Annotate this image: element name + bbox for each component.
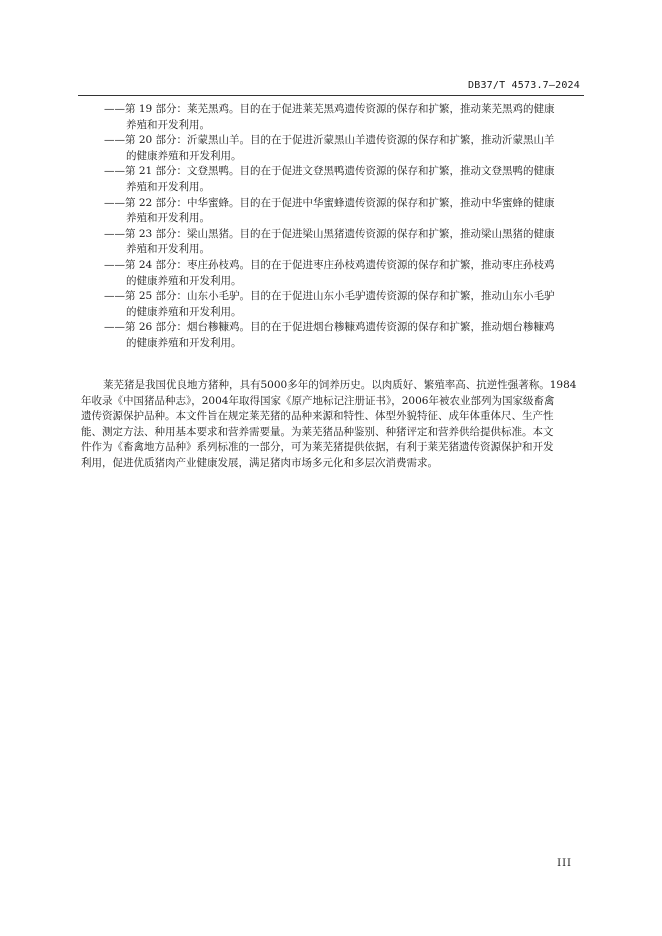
parts-list: [104, 102, 582, 352]
part-item-text: ——第 26 部分：烟台糁糠鸡。目的在于促进烟台糁糠鸡遗传资源的保存和扩繁，推动烟台糁糠鸡: [104, 321, 555, 334]
part-item-22: [104, 196, 582, 227]
part-item-continuation: 的健康养殖和开发利用。: [126, 305, 242, 318]
part-item-20: [104, 133, 582, 164]
part-item-19: [104, 102, 582, 133]
part-item-26: [104, 320, 582, 351]
header-rule: [78, 95, 584, 96]
intro-line: 年收录《中国猪品种志》，2004年取得国家《原产地标记注册证书》，2006年被农业部列为国家级畜禽: [81, 394, 555, 407]
part-item-21: [104, 164, 582, 195]
part-item-25: [104, 289, 582, 320]
part-item-continuation: 的健康养殖和开发利用。: [126, 336, 242, 349]
part-item-text: ——第 23 部分：梁山黑猪。目的在于促进梁山黑猪遗传资源的保存和扩繁，推动梁山黑猪的健康: [104, 227, 555, 240]
part-item-continuation: 的健康养殖和开发利用。: [126, 274, 242, 287]
part-item-continuation: 的健康养殖和开发利用。: [126, 149, 242, 162]
intro-line: 莱芜猪是我国优良地方猪种，具有5000多年的饲养历史。以肉质好、繁殖率高、抗逆性强著称。1984: [103, 379, 577, 391]
part-item-text: ——第 25 部分：山东小毛驴。目的在于促进山东小毛驴遗传资源的保存和扩繁，推动山东小毛驴: [104, 290, 555, 303]
page-number: III: [557, 858, 572, 869]
part-item-text: ——第 22 部分：中华蜜蜂。目的在于促进中华蜜蜂遗传资源的保存和扩繁，推动中华蜜蜂的健康: [104, 196, 555, 209]
intro-line: 能、测定方法、种用基本要求和营养需要量。为莱芜猪品种鉴别、种猪评定和营养供给提供标准。本文: [81, 425, 554, 438]
part-item-continuation: 养殖和开发利用。: [126, 243, 210, 256]
intro-line: 件作为《畜禽地方品种》系列标准的一部分，可为莱芜猪提供依据，有利于莱芜猪遗传资源保护和开发: [81, 441, 554, 454]
part-item-text: ——第 20 部分：沂蒙黑山羊。目的在于促进沂蒙黑山羊遗传资源的保存和扩繁，推动沂蒙黑山羊: [104, 134, 555, 147]
intro-line: 利用，促进优质猪肉产业健康发展，满足猪肉市场多元化和多层次消费需求。: [81, 456, 438, 469]
intro-paragraph: [81, 378, 583, 472]
part-item-text: ——第 19 部分：莱芜黑鸡。目的在于促进莱芜黑鸡遗传资源的保存和扩繁，推动莱芜黑鸡的健康: [104, 103, 555, 115]
part-item-continuation: 养殖和开发利用。: [126, 118, 210, 131]
document-code: DB37/T 4573.7—2024: [468, 80, 580, 91]
part-item-23: [104, 227, 582, 258]
part-item-text: ——第 24 部分：枣庄孙枝鸡。目的在于促进枣庄孙枝鸡遗传资源的保存和扩繁，推动枣庄孙枝鸡: [104, 258, 555, 271]
part-item-continuation: 养殖和开发利用。: [126, 180, 210, 193]
part-item-text: ——第 21 部分：文登黑鸭。目的在于促进文登黑鸭遗传资源的保存和扩繁，推动文登黑鸭的健康: [104, 165, 555, 178]
intro-line: 遗传资源保护品种。本文件旨在规定莱芜猪的品种来源和特性、体型外貌特征、成年体重体尺、生产性: [81, 410, 554, 423]
part-item-24: [104, 258, 582, 289]
part-item-continuation: 养殖和开发利用。: [126, 212, 210, 225]
